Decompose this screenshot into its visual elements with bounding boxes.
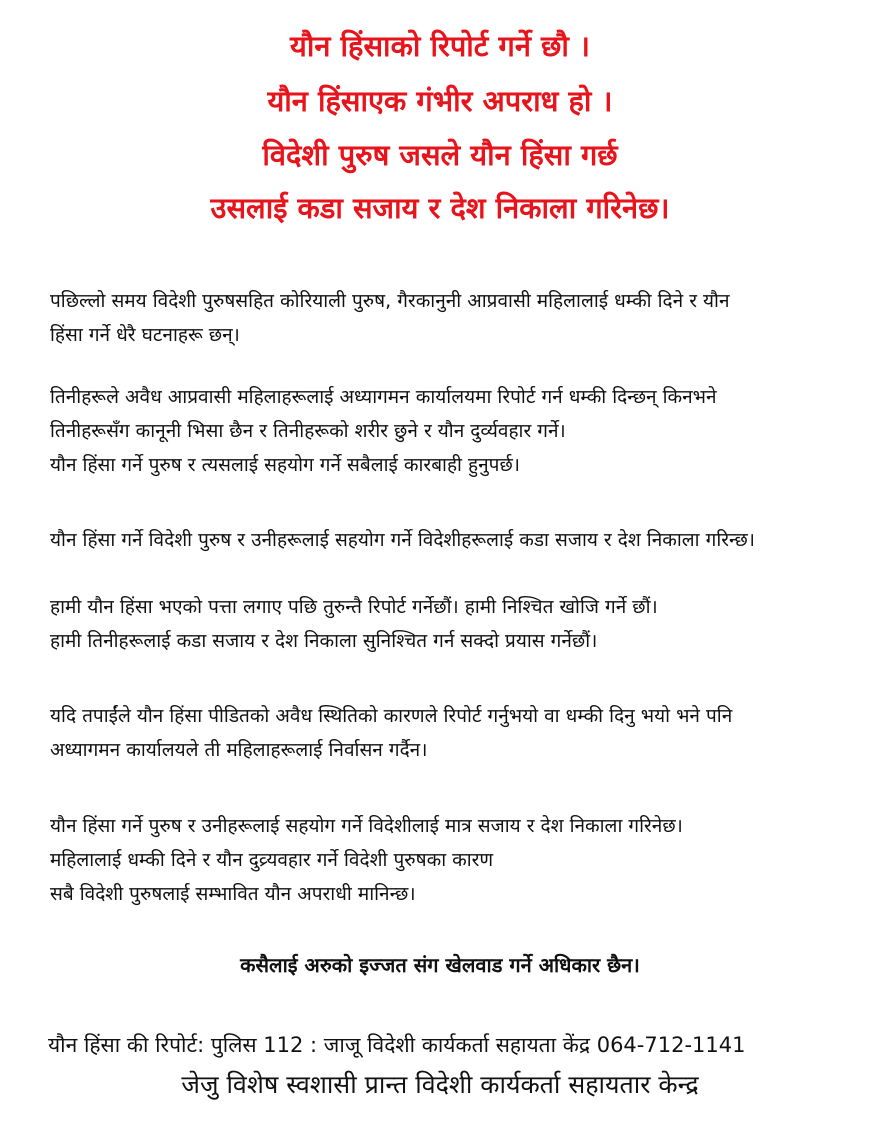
body-line: यौन हिंसा गर्ने पुरुष र उनीहरूलाई सहयोग गर्ने विदेशीलाई मात्र सजाय र देश निकाला गरिनेछ। [50, 815, 683, 837]
emphasis-statement: कसैलाई अरुको इज्जत संग खेलवाड गर्ने अधिकार छैन। [240, 953, 640, 977]
body-line: अध्यागमन कार्यालयले ती महिलाहरूलाई निर्वासन गर्दैन। [50, 739, 428, 761]
body-line: तिनीहरूले अवैध आप्रवासी महिलाहरूलाई अध्यागमन कार्यालयमा रिपोर्ट गर्न धम्की दिन्छन् किनभने [50, 386, 717, 408]
headline-line: उसलाई कडा सजाय र देश निकाला गरिनेछ। [210, 191, 670, 225]
headline-line: यौन हिंसाएक गंभीर अपराध हो । [267, 84, 613, 118]
contact-info: यौन हिंसा की रिपोर्ट: पुलिस 112 : जाजू विदेशी कार्यकर्ता सहायता केंद्र 064-712-1141 [48, 1033, 746, 1057]
body-line: पछिल्लो समय विदेशी पुरुषसहित कोरियाली पुरुष, गैरकानुनी आप्रवासी महिलालाई धम्की दिने र यौन [50, 290, 730, 312]
body-line: सबै विदेशी पुरुषलाई सम्भावित यौन अपराधी मानिन्छ। [50, 883, 416, 905]
body-line: हामी यौन हिंसा भएको पत्ता लगाए पछि तुरुन्तै रिपोर्ट गर्नेछौं। हामी निश्चित खोजि गर्ने छौं। [50, 596, 658, 618]
body-line: तिनीहरूसँग कानूनी भिसा छैन र तिनीहरूको शरीर छुने र यौन दुर्व्यवहार गर्ने। [50, 420, 566, 442]
body-line: हिंसा गर्ने धेरै घटनाहरू छन्। [50, 324, 240, 346]
body-line: यौन हिंसा गर्ने विदेशी पुरुष र उनीहरूलाई सहयोग गर्ने विदेशीहरूलाई कडा सजाय र देश निकाला गरिन्छ। [50, 529, 755, 551]
organization-name: जेजु विशेष स्वशासी प्रान्त विदेशी कार्यकर्ता सहायतार केन्द्र [181, 1070, 699, 1099]
headline-line: यौन हिंसाको रिपोर्ट गर्ने छौ । [290, 29, 590, 63]
body-line: यौन हिंसा गर्ने पुरुष र त्यसलाई सहयोग गर्ने सबैलाई कारबाही हुनुपर्छ। [50, 454, 520, 476]
headline-line: विदेशी पुरुष जसले यौन हिंसा गर्छ [262, 138, 618, 172]
body-line: महिलालाई धम्की दिने र यौन दुव्र्यवहार गर्ने विदेशी पुरुषका कारण [50, 849, 494, 871]
body-line: हामी तिनीहरूलाई कडा सजाय र देश निकाला सुनिश्चित गर्न सक्दो प्रयास गर्नेछौं। [50, 630, 598, 652]
body-line: यदि तपाईंले यौन हिंसा पीडितको अवैध स्थितिको कारणले रिपोर्ट गर्नुभयो वा धम्की दिनु भयो भने पनि [50, 705, 733, 727]
